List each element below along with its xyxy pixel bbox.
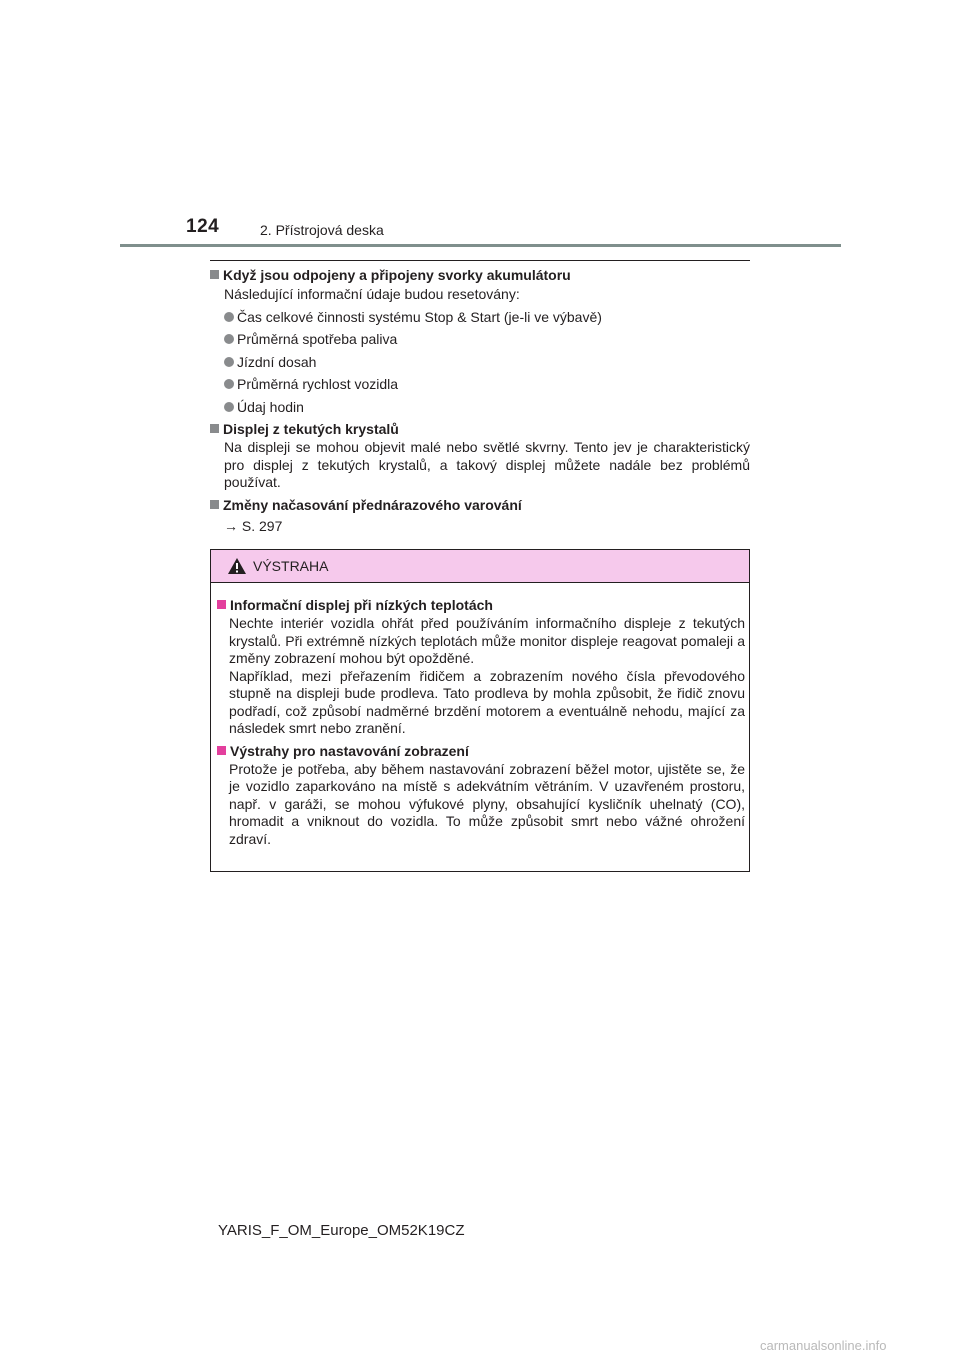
warning-title: VÝSTRAHA <box>253 558 329 574</box>
circle-bullet-icon <box>224 357 234 367</box>
square-bullet-icon <box>217 746 226 755</box>
square-bullet-icon <box>217 600 226 609</box>
page-reference: → S. 297 <box>224 517 283 534</box>
list-item-text: Průměrná rychlost vozidla <box>237 376 399 392</box>
section-divider <box>210 260 750 261</box>
list-item <box>224 354 750 372</box>
section-heading-text: Displej z tekutých krystalů <box>223 421 399 437</box>
warning-heading-low-temp <box>217 597 741 613</box>
circle-bullet-icon <box>224 334 234 344</box>
list-item-text: Průměrná spotřeba paliva <box>237 331 398 347</box>
footer-code: YARIS_F_OM_Europe_OM52K19CZ <box>218 1222 465 1239</box>
warning-box <box>210 549 750 872</box>
warning-heading-text: Informační displej při nízkých teplotách <box>230 597 493 613</box>
square-bullet-icon <box>210 424 219 433</box>
battery-intro: Následující informační údaje budou resetovány: <box>224 286 520 302</box>
main-content <box>210 260 750 534</box>
section-heading-text: Když jsou odpojeny a připojeny svorky akumulátoru <box>223 267 571 283</box>
warning-heading-text: Výstrahy pro nastavování zobrazení <box>230 742 469 759</box>
circle-bullet-icon <box>224 312 234 322</box>
warning-text: Protože je potřeba, aby během nastavování zobrazení běžel motor, ujistěte se, že je vozidlo zaparkováno na místě s adekvátním větráním. V uzavřeném prostoru, např. v garáži, se mohou výfukové plyny, obsahující kysličník uhelnatý (CO), hromadit a vniknout do vozidla. To může způsobit smrt nebo vážné ohrožení zdraví. <box>229 760 745 847</box>
list-item <box>224 309 750 327</box>
list-item <box>224 376 750 394</box>
list-item <box>224 331 750 349</box>
lcd-text: Na displeji se mohou objevit malé nebo světlé skvrny. Tento jev je charakteristický pro displej z tekutých krystalů, a takový displej můžete nadále bez problémů používat. <box>224 439 750 490</box>
square-bullet-icon <box>210 270 219 279</box>
header-rule <box>120 244 841 247</box>
warning-heading-display-settings <box>217 743 741 759</box>
page-number: 124 <box>186 216 220 237</box>
square-bullet-icon <box>210 500 219 509</box>
chapter-title: 2. Přístrojová deska <box>260 222 384 238</box>
warning-text: Například, mezi přeřazením řidičem a zobrazením nového čísla převodového stupně na displeji bude prodleva. Tato prodleva by mohla způsobit, že řidič znovu podřadí, což způsobí nadměrné brzdění motorem a eventuálně nehodu, mající za následek smrt nebo zranění. <box>229 667 745 736</box>
warning-header <box>211 550 749 583</box>
circle-bullet-icon <box>224 379 234 389</box>
warning-body <box>211 583 749 848</box>
section-heading-battery <box>210 267 750 283</box>
list-item-text: Údaj hodin <box>237 398 304 415</box>
section-heading-precollision <box>210 497 750 513</box>
watermark: carmanualsonline.info <box>760 1338 887 1353</box>
section-heading-lcd <box>210 421 750 437</box>
warning-text: Nechte interiér vozidla ohřát před používáním informačního displeje z tekutých krystalů. Při extrémně nízkých teplotách může monitor displeje reagovat pomaleji a změny zobrazení mohou být opožděné. <box>229 615 745 666</box>
warning-triangle-icon <box>227 557 247 575</box>
list-item <box>224 399 750 417</box>
list-item-text: Jízdní dosah <box>237 353 317 370</box>
list-item-text: Čas celkové činnosti systému Stop & Start (je-li ve výbavě) <box>237 308 602 325</box>
circle-bullet-icon <box>224 402 234 412</box>
section-heading-text: Změny načasování přednárazového varování <box>223 496 522 513</box>
